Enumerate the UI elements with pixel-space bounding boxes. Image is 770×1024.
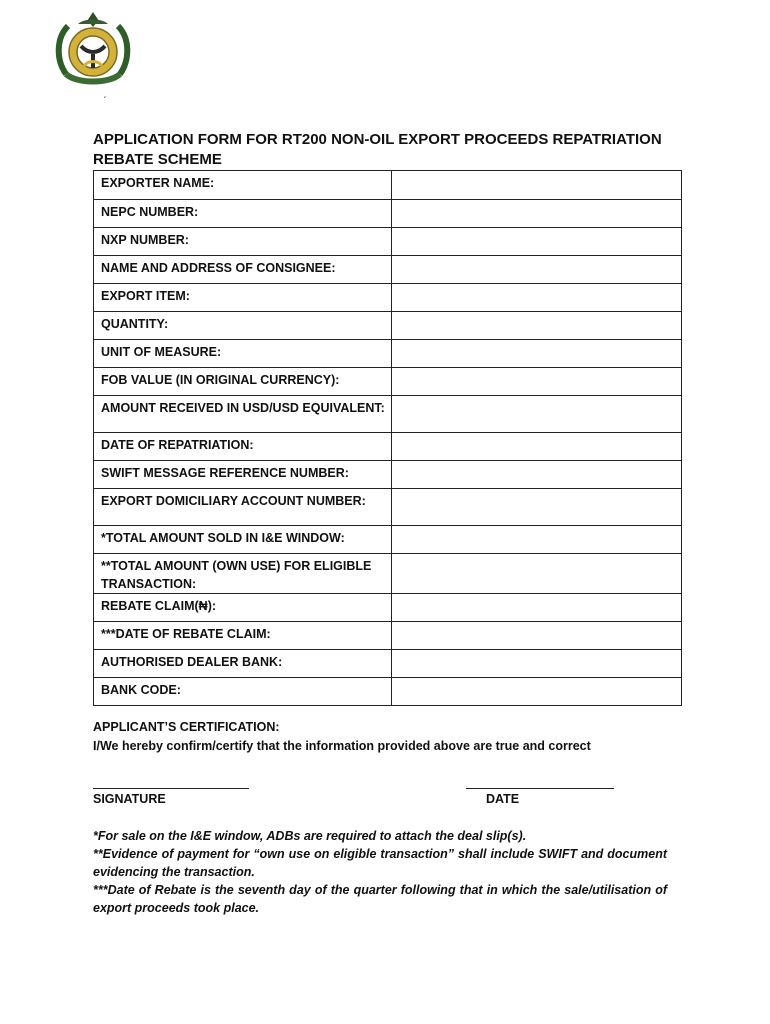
field-row-domiciliary-account: [94, 489, 682, 526]
footnotes: [93, 827, 667, 917]
field-label: QUANTITY:: [94, 312, 392, 340]
footnote: *For sale on the I&E window, ADBs are required to attach the deal slip(s).: [93, 829, 527, 843]
field-label: UNIT OF MEASURE:: [94, 340, 392, 368]
field-label: SWIFT MESSAGE REFERENCE NUMBER:: [94, 461, 392, 489]
field-row-unit-of-measure: [94, 340, 682, 368]
field-row-date-of-rebate-claim: [94, 622, 682, 650]
field-label: DATE OF REPATRIATION:: [94, 433, 392, 461]
field-row-amount-sold: [94, 526, 682, 554]
bank-emblem-logo: [52, 8, 134, 90]
field-row-dealer-bank: [94, 650, 682, 678]
field-label: EXPORT DOMICILIARY ACCOUNT NUMBER:: [94, 489, 392, 526]
field-label: EXPORTER NAME:: [94, 171, 392, 200]
consignee-field[interactable]: [392, 256, 682, 284]
field-label: BANK CODE:: [94, 678, 392, 706]
own-use-amount-field[interactable]: [392, 554, 682, 594]
field-row-export-item: [94, 284, 682, 312]
unit-of-measure-field[interactable]: [392, 340, 682, 368]
quantity-field[interactable]: [392, 312, 682, 340]
footnote: **Evidence of payment for “own use on eligible transaction” shall include SWIFT and document evidencing the transaction.: [93, 847, 667, 879]
date-of-rebate-claim-field[interactable]: [392, 622, 682, 650]
swift-reference-field[interactable]: [392, 461, 682, 489]
field-row-date-of-repatriation: [94, 433, 682, 461]
application-form-table: [93, 170, 682, 706]
field-row-bank-code: [94, 678, 682, 706]
date-line[interactable]: [466, 788, 614, 789]
export-item-field[interactable]: [392, 284, 682, 312]
field-label: NAME AND ADDRESS OF CONSIGNEE:: [94, 256, 392, 284]
field-row-exporter-name: [94, 171, 682, 200]
nxp-number-field[interactable]: [392, 228, 682, 256]
field-label: REBATE CLAIM(₦):: [94, 594, 392, 622]
nepc-number-field[interactable]: [392, 200, 682, 228]
field-label: FOB VALUE (IN ORIGINAL CURRENCY):: [94, 368, 392, 396]
dealer-bank-field[interactable]: [392, 650, 682, 678]
date-of-repatriation-field[interactable]: [392, 433, 682, 461]
field-label: EXPORT ITEM:: [94, 284, 392, 312]
field-row-nxp-number: [94, 228, 682, 256]
exporter-name-field[interactable]: [392, 171, 682, 200]
certification-statement: I/We hereby confirm/certify that the information provided above are true and correct: [93, 739, 591, 753]
certification-heading: APPLICANT’S CERTIFICATION:: [93, 720, 280, 734]
page-mark: ˊ: [103, 96, 107, 107]
field-label: AMOUNT RECEIVED IN USD/USD EQUIVALENT:: [94, 396, 392, 433]
field-row-nepc-number: [94, 200, 682, 228]
signature-line[interactable]: [93, 788, 249, 789]
bank-code-field[interactable]: [392, 678, 682, 706]
amount-received-field[interactable]: [392, 396, 682, 433]
amount-sold-field[interactable]: [392, 526, 682, 554]
footnote: ***Date of Rebate is the seventh day of the quarter following that in which the sale/utilisation of export proceeds took place.: [93, 883, 667, 915]
field-row-own-use-amount: [94, 554, 682, 594]
field-row-rebate-claim: [94, 594, 682, 622]
field-row-quantity: [94, 312, 682, 340]
form-title: APPLICATION FORM FOR RT200 NON-OIL EXPORT PROCEEDS REPATRIATION REBATE SCHEME: [93, 131, 662, 168]
fob-value-field[interactable]: [392, 368, 682, 396]
domiciliary-account-field[interactable]: [392, 489, 682, 526]
field-row-swift-reference: [94, 461, 682, 489]
date-label: DATE: [486, 792, 520, 806]
field-label: *TOTAL AMOUNT SOLD IN I&E WINDOW:: [94, 526, 392, 554]
field-label: **TOTAL AMOUNT (OWN USE) FOR ELIGIBLE TRANSACTION:: [94, 554, 392, 594]
signature-label: SIGNATURE: [93, 792, 166, 806]
rebate-claim-field[interactable]: [392, 594, 682, 622]
field-label: NEPC NUMBER:: [94, 200, 392, 228]
field-row-fob-value: [94, 368, 682, 396]
field-label: NXP NUMBER:: [94, 228, 392, 256]
field-label: ***DATE OF REBATE CLAIM:: [94, 622, 392, 650]
field-label: AUTHORISED DEALER BANK:: [94, 650, 392, 678]
field-row-consignee: [94, 256, 682, 284]
field-row-amount-received: [94, 396, 682, 433]
